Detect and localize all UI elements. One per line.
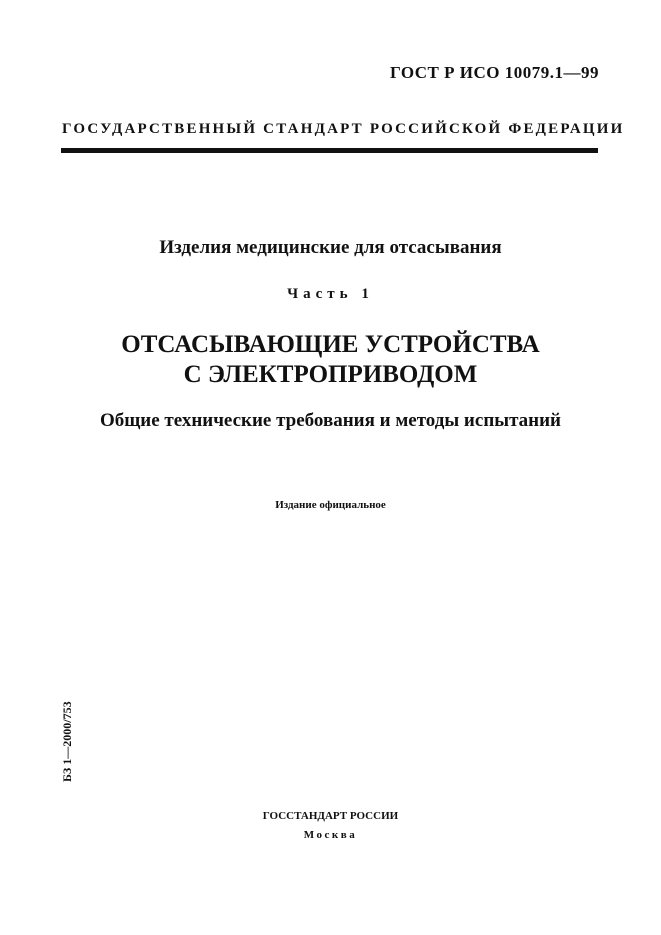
general-title: Изделия медицинские для отсасывания [159,237,502,258]
main-title-line-2: С ЭЛЕКТРОПРИВОДОМ [183,361,478,388]
main-title [0,330,661,390]
part-label: Часть 1 [287,286,374,302]
registration-number-text: БЗ 1—2000/753 [60,701,74,782]
publisher: ГОССТАНДАРТ РОССИИ [262,810,399,822]
city: Москва [303,829,358,841]
main-title-line-1: ОТСАСЫВАЮЩИЕ УСТРОЙСТВА [121,331,540,358]
registration-number [60,696,150,786]
edition-label: Издание официальное [275,499,386,511]
subtitle: Общие технические требования и методы испытаний [99,410,562,431]
document-code: ГОСТ Р ИСО 10079.1—99 [389,63,599,82]
state-standard-heading: ГОСУДАРСТВЕННЫЙ СТАНДАРТ РОССИЙСКОЙ ФЕДЕРАЦИИ [62,121,625,137]
header-divider [61,148,598,153]
